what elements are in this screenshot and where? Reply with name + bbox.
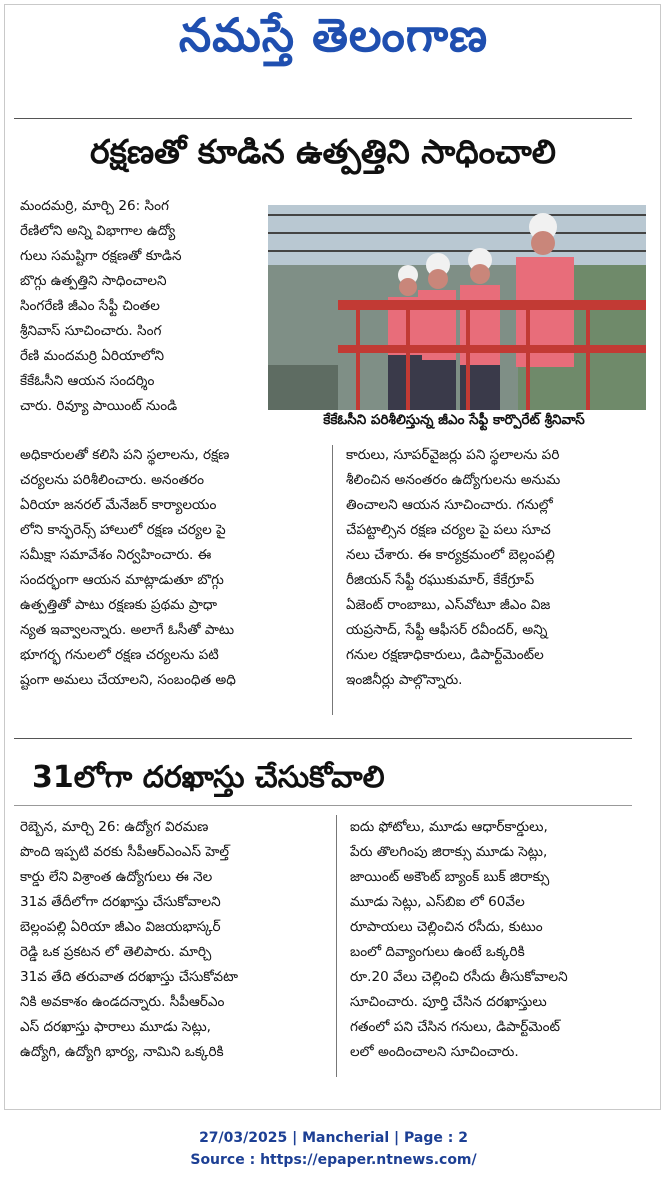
newspaper-masthead: నమస్తే తెలంగాణ: [178, 8, 489, 62]
text-line: చేపట్టాల్సిన రక్షణ చర్యల పై పలు సూచ: [346, 522, 551, 538]
text-line: చర్యలను పరిశీలించారు. అనంతరం: [20, 472, 205, 488]
article2-col1: [20, 815, 320, 1065]
text-line: కేకేఓసీని ఆయన సందర్శిం: [20, 373, 155, 389]
text-line: ఇంజినీర్లు పాల్గొన్నారు.: [346, 672, 463, 688]
text-line: లోని కాన్ఫరెన్స్ హాలులో రక్షణ చర్యల పై: [20, 522, 226, 538]
text-line: గనుల రక్షణాధికారులు, డిపార్ట్‌మెంట్‌ల: [346, 647, 544, 663]
text-line: శ్రీనివాస్ సూచించారు. సింగ: [20, 323, 162, 339]
text-line: ఏజెంట్ రాంబాబు, ఎస్‌వోటూ జీఎం విజ: [346, 597, 551, 613]
text-line: గతంలో పని చేసిన గనులు, డిపార్ట్‌మెంట్: [350, 1019, 561, 1035]
text-line: న్యత ఇవ్వాలన్నారు. అలాగే ఓసీతో పాటు: [20, 622, 235, 638]
text-line: బెల్లంపల్లి ఏరియా జీఎం విజయభాస్కర్: [20, 919, 221, 935]
article1-col1-top: [20, 194, 260, 419]
text-line: ఏరియా జనరల్ మేనేజర్ కార్యాలయం: [20, 497, 217, 513]
footer-date-line: 27/03/2025 | Mancherial | Page : 2: [199, 1130, 468, 1146]
text-line: మూడు సెట్లు, ఎస్‌బిఐ లో 60వేల: [350, 894, 525, 910]
text-line: జాయింట్ అకౌంట్ బ్యాంక్ బుక్ జిరాక్సు: [350, 869, 550, 885]
text-line: బొగ్గు ఉత్పత్తిని సాధించాలని: [20, 273, 167, 289]
article2-headline: 31లోగా దరఖాస్తు చేసుకోవాలి: [32, 760, 385, 795]
article1-col2: [346, 443, 642, 693]
text-line: శీలించిన అనంతరం ఉద్యోగులను అనుమ: [346, 472, 561, 488]
text-line: అధికారులతో కలిసి పని స్థలాలను, రక్షణ: [20, 447, 230, 463]
text-line: చారు. రివ్యూ పాయింట్ నుండి: [20, 398, 178, 414]
text-line: మందమర్రి, మార్చి 26: సింగ: [20, 198, 169, 214]
headline-underline: [14, 805, 632, 806]
photo-caption: కేకేఓసీని పరిశీలిస్తున్న జీఎం సేఫ్టీ కార్పొరేట్ శ్రీనివాస్: [323, 412, 585, 428]
text-line: ఉత్పత్తితో పాటు రక్షణకు ప్రథమ ప్రాధా: [20, 597, 218, 613]
text-line: కారులు, సూపర్‌వైజర్లు పని స్థలాలను పరి: [346, 447, 560, 463]
text-line: సమీక్షా సమావేశం నిర్వహించారు. ఈ: [20, 547, 212, 563]
text-line: భూగర్భ గనులలో రక్షణ చర్యలను పటి: [20, 647, 219, 663]
article2-col2: [350, 815, 646, 1065]
text-line: తించాలని ఆయన సూచించారు. గనుల్లో: [346, 497, 553, 513]
text-line: లలో అందించాలని సూచించారు.: [350, 1044, 519, 1060]
text-line: రెబ్బెన, మార్చి 26: ఉద్యోగ విరమణ: [20, 819, 209, 835]
text-line: సూచించారు. పూర్తి చేసిన దరఖాస్తులు: [350, 994, 547, 1010]
text-line: రెడ్డి ఒక ప్రకటన లో తెలిపారు. మార్చి: [20, 944, 212, 960]
text-line: ఎస్ దరఖాస్తు ఫారాలు మూడు సెట్లు,: [20, 1019, 211, 1035]
text-line: సందర్భంగా ఆయన మాట్లాడుతూ బొగ్గు: [20, 572, 224, 588]
text-line: రేణిలోని అన్ని విభాగాల ఉద్యో: [20, 223, 176, 239]
text-line: పొంది ఇప్పటి వరకు సీపీఆర్ఎంఎస్ హెల్త్: [20, 844, 229, 860]
article1-headline: రక్షణతో కూడిన ఉత్పత్తిని సాధించాలి: [90, 132, 556, 171]
text-line: రీజియన్ సేఫ్టీ రఘుకుమార్, కేకేగ్రూప్: [346, 572, 535, 588]
article1-col1-bottom: [20, 443, 316, 693]
footer-source-line: Source : https://epaper.ntnews.com/: [190, 1152, 477, 1168]
text-line: నికి అవకాశం ఉండదన్నారు. సీపీఆర్ఎం: [20, 994, 225, 1010]
article1-photo: [268, 205, 646, 410]
text-line: పేరు తొలగింపు జిరాక్సు మూడు సెట్లు,: [350, 844, 548, 860]
text-line: ఉద్యోగి, ఉద్యోగి భార్య, నామిని ఒక్కరికి: [20, 1044, 224, 1060]
text-line: 31వ తేది తరువాత దరఖాస్తు చేసుకోవటా: [20, 969, 238, 985]
text-line: ఐదు ఫోటోలు, మూడు ఆధార్‌కార్డులు,: [350, 819, 548, 835]
column-divider: [336, 815, 337, 1077]
text-line: యప్రసాద్, సేఫ్టీ ఆఫీసర్ రవీందర్, అన్ని: [346, 622, 548, 638]
text-line: బంలో దివ్యాంగులు ఉంటే ఒక్కరికి: [350, 944, 525, 960]
text-line: నలు చేశారు. ఈ కార్యక్రమంలో బెల్లంపల్లి: [346, 547, 555, 563]
text-line: గులు సమష్టిగా రక్షణతో కూడిన: [20, 248, 182, 264]
top-divider: [14, 118, 632, 119]
text-line: 31వ తేదీలోగా దరఖాస్తు చేసుకోవాలని: [20, 894, 221, 910]
text-line: రూ.20 వేలు చెల్లించి రసీదు తీసుకోవాలని: [350, 969, 568, 985]
text-line: ష్టంగా అమలు చేయాలని, సంబంధిత అధి: [20, 672, 236, 688]
text-line: సింగరేణి జీఎం సేఫ్టీ చింతల: [20, 298, 160, 314]
photo-illustration: [268, 205, 646, 410]
article-divider: [14, 738, 632, 739]
text-line: రూపాయలు చెల్లించిన రసీదు, కుటుం: [350, 919, 543, 935]
column-divider: [332, 445, 333, 715]
text-line: రేణి మందమర్రి ఏరియాలోని: [20, 348, 165, 364]
text-line: కార్డు లేని విశ్రాంత ఉద్యోగులు ఈ నెల: [20, 869, 213, 885]
